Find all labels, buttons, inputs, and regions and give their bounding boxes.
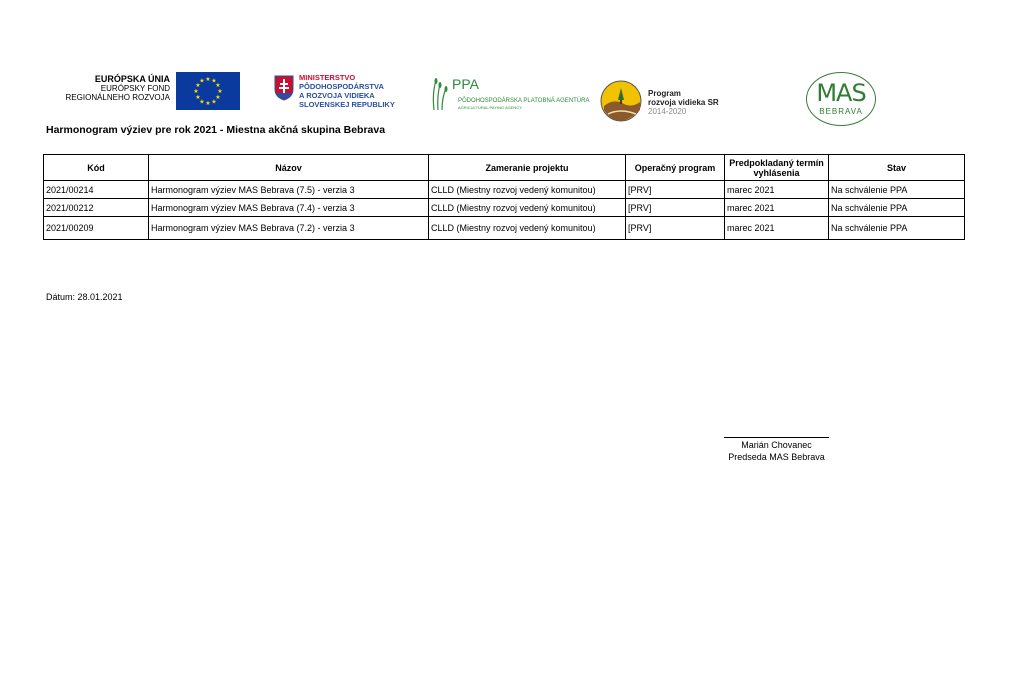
- ppa-subtitle: PÔDOHOSPODÁRSKA PLATOBNÁ AGENTÚRA: [458, 98, 590, 104]
- cell-nazov: Harmonogram výziev MAS Bebrava (7.4) - verzia 3: [149, 199, 429, 217]
- svg-text:★: ★: [215, 82, 221, 89]
- svg-text:★: ★: [215, 94, 221, 101]
- header-operacny-program: Operačný program: [626, 155, 725, 181]
- table-row: [44, 199, 965, 217]
- signature-line: [724, 437, 829, 438]
- table-row: [44, 181, 965, 199]
- svg-text:★: ★: [199, 77, 205, 85]
- svg-text:★: ★: [211, 98, 217, 106]
- cell-kod: 2021/00209: [44, 217, 149, 240]
- cell-zameranie: CLLD (Miestny rozvoj vedený komunitou): [429, 217, 626, 240]
- cell-program: [PRV]: [626, 199, 725, 217]
- svg-text:★: ★: [199, 98, 205, 106]
- svg-text:★: ★: [217, 88, 223, 95]
- cell-stav: Na schválenie PPA: [829, 199, 965, 217]
- table-row: [44, 217, 965, 240]
- eu-line2: EURÓPSKY FOND: [100, 84, 170, 93]
- header-stav: Stav: [829, 155, 965, 181]
- svg-text:★: ★: [205, 100, 211, 107]
- wheat-icon: [428, 76, 454, 110]
- cell-stav: Na schválenie PPA: [829, 217, 965, 240]
- cell-termin: marec 2021: [725, 217, 829, 240]
- ppa-subtitle-en: AGRICULTURAL PAYING AGENCY: [458, 105, 522, 110]
- cell-program: [PRV]: [626, 181, 725, 199]
- cell-termin: marec 2021: [725, 181, 829, 199]
- eu-line1: EURÓPSKA ÚNIA: [94, 74, 170, 84]
- cell-nazov: Harmonogram výziev MAS Bebrava (7.5) - verzia 3: [149, 181, 429, 199]
- svg-text:★: ★: [205, 76, 211, 83]
- prv-years: 2014-2020: [648, 107, 687, 116]
- mas-logo-text: MAS: [816, 79, 866, 107]
- svg-text:★: ★: [195, 94, 201, 101]
- ministry-line4: SLOVENSKEJ REPUBLIKY: [299, 100, 395, 109]
- svg-text:★: ★: [211, 77, 217, 85]
- prv-line1: Program: [648, 89, 681, 98]
- eu-flag-icon: [176, 72, 240, 110]
- prv-line2: rozvoja vidieka SR: [648, 98, 719, 107]
- document-date: Dátum: 28.01.2021: [46, 292, 123, 302]
- ministry-logo: [272, 73, 412, 118]
- cell-kod: 2021/00212: [44, 199, 149, 217]
- mas-logo-subtext: BEBRAVA: [819, 107, 863, 116]
- document-title: Harmonogram výziev pre rok 2021 - Miestna akčná skupina Bebrava: [46, 124, 386, 136]
- svg-text:★: ★: [195, 82, 201, 89]
- svg-text:★: ★: [193, 88, 199, 95]
- rural-landscape-icon: [600, 80, 642, 122]
- header-termin: Predpokladaný termín vyhlásenia: [725, 155, 829, 181]
- ppa-title: PPA: [452, 76, 479, 92]
- header-nazov: Názov: [149, 155, 429, 181]
- cell-zameranie: CLLD (Miestny rozvoj vedený komunitou): [429, 181, 626, 199]
- header-kod: Kód: [44, 155, 149, 181]
- calls-schedule-table: [43, 154, 965, 240]
- signatory-name: Marián Chovanec: [741, 440, 812, 450]
- signatory-role: Predseda MAS Bebrava: [728, 452, 825, 462]
- ppa-logo: [428, 74, 588, 114]
- prv-logo: [600, 80, 740, 122]
- eu-line3: REGIONÁLNEHO ROZVOJA: [65, 93, 170, 102]
- ministry-line1: MINISTERSTVO: [299, 73, 356, 82]
- cell-program: [PRV]: [626, 217, 725, 240]
- ministry-line2: PÔDOHOSPODÁRSTVA: [299, 82, 384, 91]
- table-header-row: [44, 155, 965, 181]
- slovak-coat-of-arms-icon: [274, 75, 294, 101]
- ministry-line3: A ROZVOJA VIDIEKA: [299, 91, 375, 100]
- cell-nazov: Harmonogram výziev MAS Bebrava (7.2) - verzia 3: [149, 217, 429, 240]
- header-zameranie: Zameranie projektu: [429, 155, 626, 181]
- mas-bebrava-logo: [806, 72, 876, 126]
- cell-zameranie: CLLD (Miestny rozvoj vedený komunitou): [429, 199, 626, 217]
- cell-kod: 2021/00214: [44, 181, 149, 199]
- cell-termin: marec 2021: [725, 199, 829, 217]
- eu-logo-text: [60, 75, 170, 102]
- cell-stav: Na schválenie PPA: [829, 181, 965, 199]
